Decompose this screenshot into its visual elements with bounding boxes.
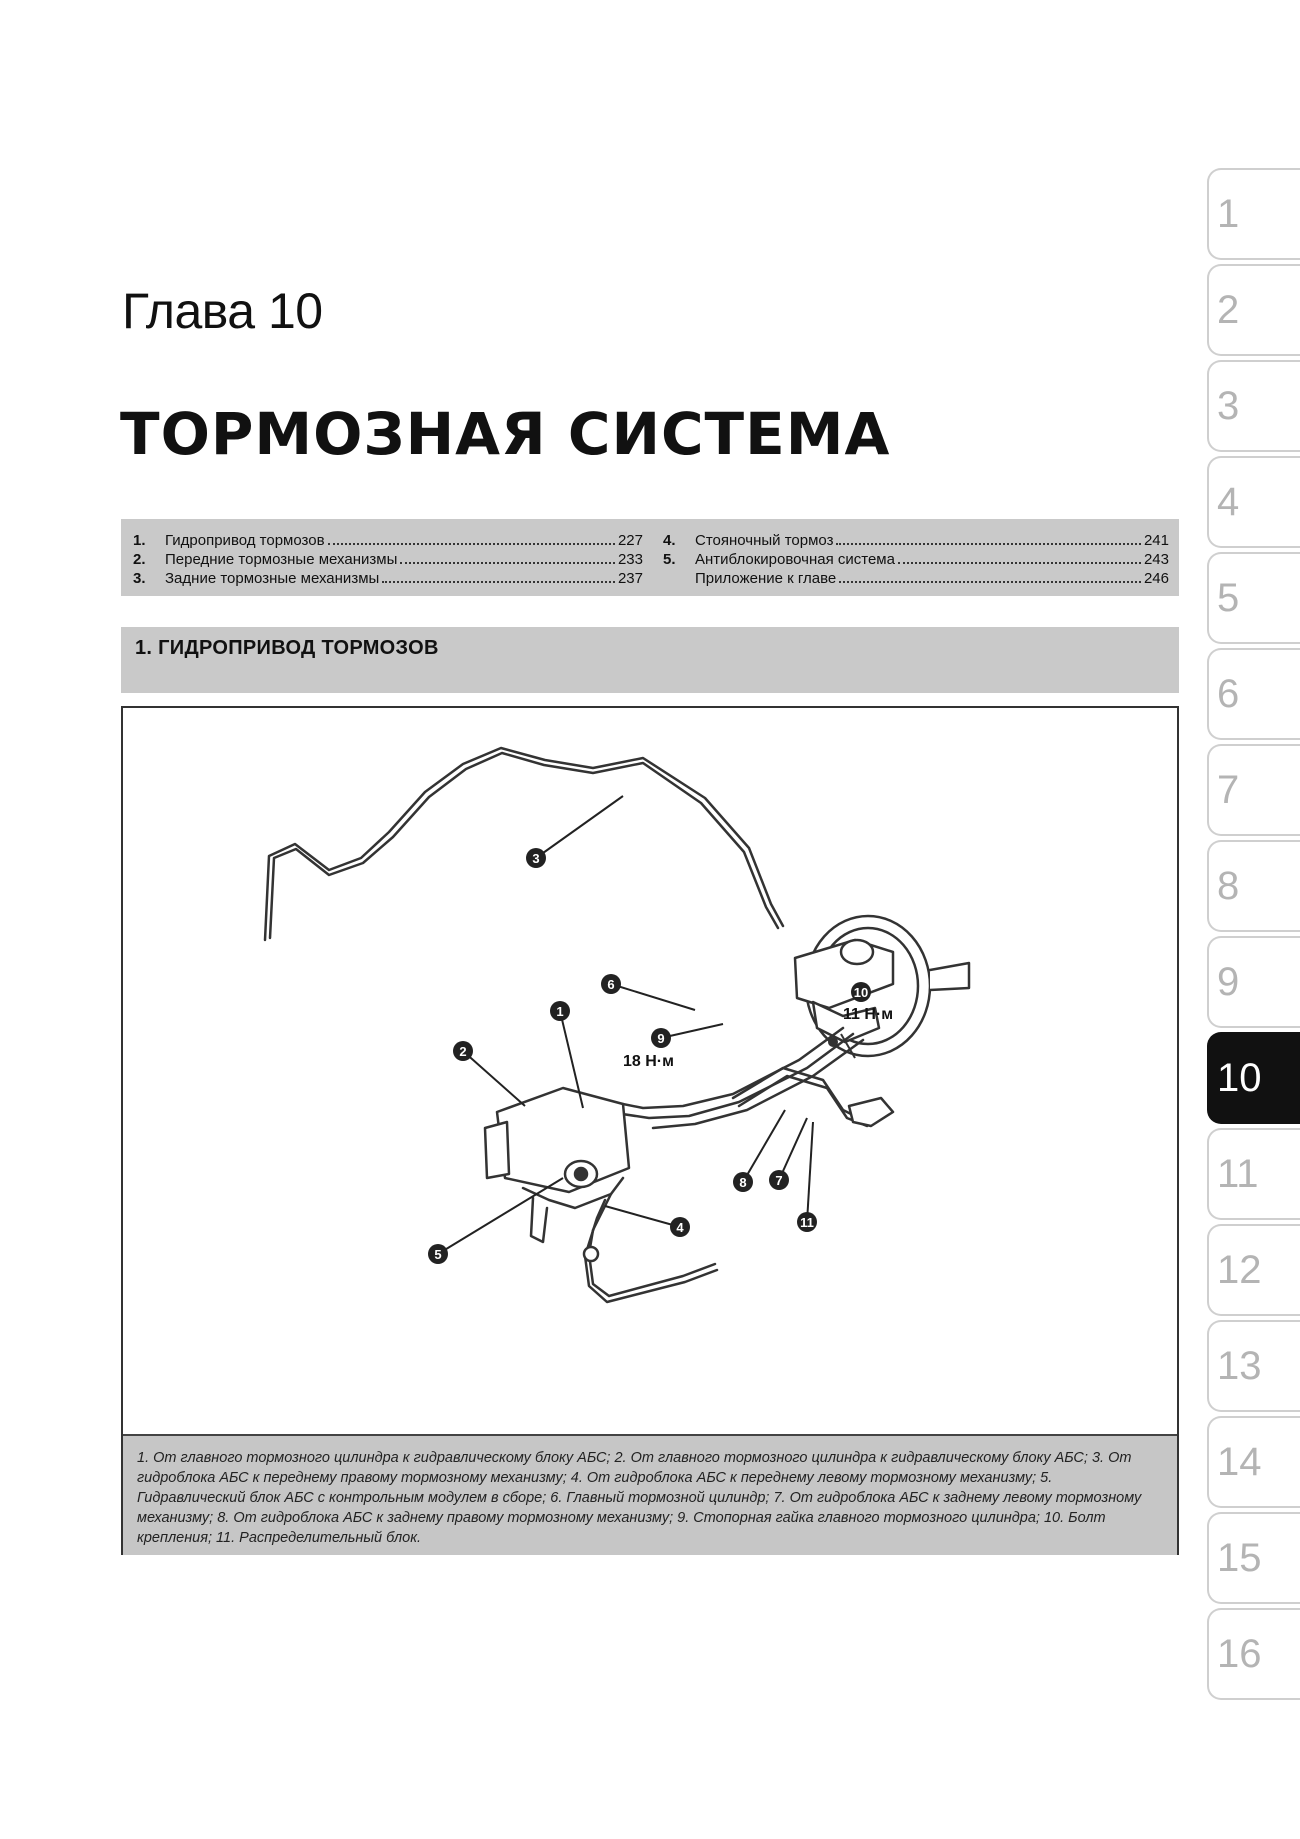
callout-5 — [428, 1244, 448, 1264]
chapter-tab-4[interactable] — [1207, 456, 1300, 548]
brake-line-4 — [589, 1194, 715, 1296]
torque-label-10: 11 Н·м — [843, 1006, 894, 1023]
toc-item-page: 227 — [617, 532, 643, 549]
callout-4 — [670, 1217, 690, 1237]
toc-item[interactable] — [133, 569, 643, 588]
tab-label: 9 — [1217, 960, 1240, 1004]
distribution-block — [849, 1098, 893, 1126]
chapter-tab-14[interactable] — [1207, 1416, 1300, 1508]
chapter-tab-11[interactable] — [1207, 1128, 1300, 1220]
callout-10 — [851, 982, 871, 1002]
toc-item[interactable] — [663, 550, 1169, 569]
toc-leader — [839, 581, 1141, 583]
callout-6 — [601, 974, 621, 994]
chapter-label: Глава 10 — [122, 283, 323, 339]
callout-11 — [797, 1212, 817, 1232]
torque-label-9: 18 Н·м — [623, 1053, 674, 1070]
tab-label: 12 — [1217, 1248, 1262, 1292]
tab-label: 6 — [1217, 672, 1240, 716]
toc-item-page: 233 — [617, 551, 643, 568]
svg-text:5: 5 — [434, 1247, 442, 1262]
svg-text:9: 9 — [657, 1031, 665, 1046]
toc-item-text: Стояночный тормоз — [695, 532, 834, 549]
tab-label: 15 — [1217, 1536, 1262, 1580]
toc-leader — [328, 543, 615, 545]
chapter-tab-2[interactable] — [1207, 264, 1300, 356]
toc-item-text: Задние тормозные механизмы — [165, 570, 380, 587]
toc-item-text: Передние тормозные механизмы — [165, 551, 398, 568]
toc-item-page: 243 — [1143, 551, 1169, 568]
chapter-tab-8[interactable] — [1207, 840, 1300, 932]
tab-label: 16 — [1217, 1632, 1262, 1676]
toc-item-number: 1. — [133, 532, 146, 549]
svg-text:10: 10 — [853, 985, 869, 1000]
svg-text:3: 3 — [532, 851, 540, 866]
chapter-tab-10[interactable] — [1207, 1032, 1300, 1124]
svg-text:1: 1 — [556, 1004, 564, 1019]
chapter-title: ТОРМОЗНАЯ СИСТЕМА — [120, 400, 891, 468]
section-header — [121, 627, 1179, 693]
toc-item-text: Антиблокировочная система — [695, 551, 895, 568]
tab-label: 4 — [1217, 480, 1240, 524]
tab-label: 1 — [1217, 192, 1240, 236]
brake-system-figure — [121, 706, 1179, 1555]
reservoir-cap — [841, 940, 873, 964]
callout-8 — [733, 1172, 753, 1192]
table-of-contents — [121, 519, 1179, 596]
toc-item-number: 5. — [663, 551, 676, 568]
svg-text:7: 7 — [775, 1173, 783, 1188]
toc-item[interactable] — [133, 531, 643, 550]
chapter-tab-13[interactable] — [1207, 1320, 1300, 1412]
toc-item-page: 237 — [617, 570, 643, 587]
chapter-tab-7[interactable] — [1207, 744, 1300, 836]
brake-line-1 — [573, 1028, 843, 1108]
callout-9 — [651, 1028, 671, 1048]
chapter-tab-5[interactable] — [1207, 552, 1300, 644]
toc-item[interactable] — [133, 550, 643, 569]
tab-label: 14 — [1217, 1440, 1262, 1484]
toc-item-text: Гидропривод тормозов — [165, 532, 325, 549]
chapter-tab-6[interactable] — [1207, 648, 1300, 740]
svg-text:8: 8 — [739, 1175, 747, 1190]
toc-item-number: 2. — [133, 551, 146, 568]
toc-item[interactable] — [663, 569, 1169, 588]
tab-label: 11 — [1217, 1152, 1259, 1196]
tab-label: 5 — [1217, 576, 1240, 620]
callout-7 — [769, 1170, 789, 1190]
figure-caption-text: 1. От главного тормозного цилиндра к гидравлическому блоку АБС; 2. От главного тормозного цилиндра к гидравлическому блоку АБС; 3. От гидроблока АБС к переднему правому тормозному механизму; 4. От гидроблока АБС к переднему левому тормозному механизму; 5. Гидравлический блок АБС с контрольным модулем в сборе; 6. Главный тормозной цилиндр; 7. От гидроблока АБС к заднему левому тормозному механизму; 8. От гидроблока АБС к заднему правому тормозному механизму; 9. Стопорная гайка главного тормозного цилиндра; 10. Болт крепления; 11. Распределительный блок. — [137, 1450, 1142, 1546]
toc-item-text: Приложение к главе — [695, 570, 837, 587]
toc-leader — [836, 543, 1140, 545]
abs-hydraulic-unit — [497, 1088, 629, 1192]
callout-2 — [453, 1041, 473, 1061]
chapter-tab-15[interactable] — [1207, 1512, 1300, 1604]
toc-column-right — [663, 531, 1169, 588]
tab-label: 3 — [1217, 384, 1240, 428]
toc-column-left — [133, 531, 643, 588]
chapter-tab-9[interactable] — [1207, 936, 1300, 1028]
toc-item-page: 246 — [1143, 570, 1169, 587]
chapter-tab-3[interactable] — [1207, 360, 1300, 452]
toc-item[interactable] — [663, 531, 1169, 550]
tab-label: 8 — [1217, 864, 1240, 908]
toc-item-number: 3. — [133, 570, 146, 587]
toc-leader — [382, 581, 615, 583]
chapter-tab-12[interactable] — [1207, 1224, 1300, 1316]
callout-3 — [526, 848, 546, 868]
toc-leader — [400, 562, 615, 564]
toc-item-page: 241 — [1143, 532, 1169, 549]
chapter-tab-16[interactable] — [1207, 1608, 1300, 1700]
svg-text:4: 4 — [676, 1220, 684, 1235]
brake-line-8 — [733, 1068, 859, 1118]
svg-text:6: 6 — [607, 977, 615, 992]
chapter-tab-1[interactable] — [1207, 168, 1300, 260]
tab-label: 10 — [1217, 1056, 1262, 1100]
toc-leader — [898, 562, 1141, 564]
tab-label: 2 — [1217, 288, 1240, 332]
brake-lines-diagram — [123, 708, 1177, 1434]
brake-line-3 — [265, 748, 783, 940]
section-title: 1. ГИДРОПРИВОД ТОРМОЗОВ — [135, 637, 439, 659]
toc-item-number: 4. — [663, 532, 676, 549]
svg-text:11: 11 — [800, 1215, 814, 1230]
callout-1 — [550, 1001, 570, 1021]
svg-text:2: 2 — [459, 1044, 467, 1059]
tab-label: 13 — [1217, 1344, 1262, 1388]
tab-label: 7 — [1217, 768, 1240, 812]
figure-caption — [123, 1434, 1177, 1555]
